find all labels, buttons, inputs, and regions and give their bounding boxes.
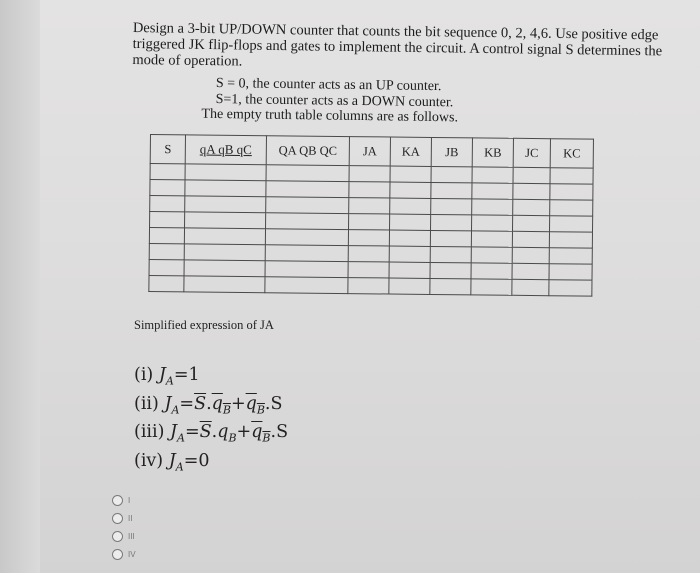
table-cell [389,278,430,294]
table-cell [512,247,549,263]
table-cell [472,215,513,231]
option-iv: (iv) $J_A=0$ [134,450,210,473]
radio-button[interactable] [112,495,123,506]
table-cell [185,180,266,197]
radio-label: III [128,531,135,541]
table-cell [549,280,592,296]
table-cell [471,231,512,247]
header-s: S [150,135,185,164]
table-cell [549,232,592,248]
table-cell [513,167,550,183]
truth-table [148,134,594,297]
header-kb: KB [472,138,513,167]
table-cell [349,182,390,198]
table-cell [389,230,430,246]
header-kc: KC [550,139,593,168]
table-cell [390,214,431,230]
radio-label: I [128,495,131,505]
answer-options [134,364,288,478]
header-next-state: QA QB QC [266,136,349,166]
mode-s1: S=1, the counter acts as a DOWN counter. [215,91,454,110]
table-cell [549,248,592,264]
option-iii: (iii) $J_A=\overline{S}.q_B+q_B.S$ [134,422,289,445]
table-cell [512,231,549,247]
table-cell [265,261,348,278]
table-cell [149,259,184,275]
table-cell [472,183,513,199]
table-cell [348,262,389,278]
table-cell [348,230,389,246]
table-cell [265,245,348,262]
table-cell [149,243,184,259]
truth-table-body [149,164,593,297]
table-cell [150,164,185,180]
table-cell [550,200,593,216]
table-cell [430,278,471,294]
table-cell [265,277,348,294]
table-note: The empty truth table columns are as follows. [201,106,459,126]
table-cell [550,184,593,200]
radio-option-4[interactable] [112,545,136,563]
table-cell [184,276,265,293]
table-cell [184,244,265,261]
truth-table-header-row [150,135,593,169]
radio-button[interactable] [112,549,123,560]
table-cell [150,196,185,212]
header-ja: JA [349,137,390,166]
table-cell [266,181,349,198]
table-cell [431,198,472,214]
table-cell [348,246,389,262]
radio-label: II [128,513,133,523]
table-cell [472,167,513,183]
table-cell [513,183,550,199]
table-cell [149,228,184,244]
table-cell [430,246,471,262]
header-jb: JB [431,137,472,166]
table-cell [472,199,513,215]
table-cell [549,264,592,280]
table-cell [389,246,430,262]
table-cell [513,215,550,231]
table-cell [266,197,349,214]
table-cell [348,278,389,294]
table-cell [431,214,472,230]
table-cell [349,214,390,230]
option-i: (i) $J_A=1$ [134,365,200,388]
table-cell [150,180,185,196]
table-cell [513,199,550,215]
radio-label: IV [128,549,136,559]
question-prompt: Simplified expression of JA [134,318,274,332]
table-cell [265,229,348,246]
header-present-state: qA qB qC [185,135,266,165]
table-cell [549,216,592,232]
table-cell [185,196,266,213]
table-cell [390,198,431,214]
table-cell [471,247,512,263]
table-cell [430,262,471,278]
radio-option-1[interactable] [112,491,136,509]
table-cell [471,279,512,295]
table-cell [431,166,472,182]
header-jc: JC [513,138,550,167]
table-cell [431,182,472,198]
photo-shadow [0,0,40,573]
option-ii: (ii) $J_A=\overline{S}.q_B+q_B.S$ [134,393,283,416]
problem-paragraph: Design a 3-bit UP/DOWN counter that counts the bit sequence 0, 2, 4,6. Use positive edge triggered JK flip-flops and gates to implement the circuit. A control signal S determines the mode of operation. [132,20,663,70]
problem-statement [132,20,663,75]
radio-option-3[interactable] [112,527,136,545]
table-cell [389,262,430,278]
mode-s0: S = 0, the counter acts as an UP counter. [215,76,442,95]
radio-option-2[interactable] [112,509,136,527]
radio-button[interactable] [112,531,123,542]
table-cell [266,165,349,182]
table-cell [390,166,431,182]
table-cell [349,166,390,182]
table-cell [184,260,265,277]
table-cell [471,263,512,279]
table-cell [430,230,471,246]
table-cell [185,164,266,181]
table-cell [150,212,185,228]
table-cell [149,275,184,291]
radio-button[interactable] [112,513,123,524]
table-cell [512,279,549,295]
table-cell [266,213,349,230]
mode-description [201,76,459,126]
header-ka: KA [390,137,431,166]
answer-radio-group [112,491,136,563]
table-cell [390,182,431,198]
table-cell [185,212,266,229]
table-cell [550,168,593,184]
table-cell [512,263,549,279]
table-cell [349,198,390,214]
table-cell [184,228,265,245]
